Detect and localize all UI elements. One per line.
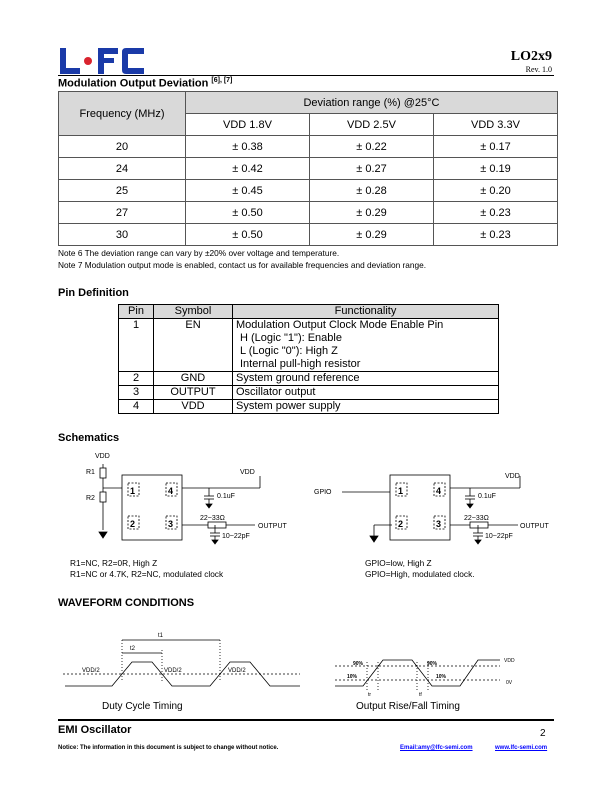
label: VDD: [240, 469, 255, 476]
table-cell: ± 0.50: [186, 202, 310, 224]
label: 0V: [506, 680, 513, 686]
func-line: Internal pull-high resistor: [240, 358, 361, 370]
table-cell: ± 0.38: [186, 136, 310, 158]
label: OUTPUT: [520, 523, 549, 530]
pin-label: 3: [436, 519, 442, 529]
label: 10%: [347, 674, 358, 680]
table-row: [59, 202, 558, 224]
table-cell: 3: [119, 386, 154, 400]
label: 10~22pF: [485, 533, 513, 540]
table-cell: ± 0.29: [310, 224, 434, 246]
caption-line: GPIO=High, modulated clock.: [365, 569, 475, 579]
caption-line: R1=NC, R2=0R, High Z: [70, 558, 158, 568]
pin-label: 1: [130, 486, 136, 496]
label: 22~33Ω: [464, 515, 489, 522]
revision: Rev. 1.0: [525, 65, 552, 74]
label: 10~22pF: [222, 533, 250, 540]
label: 0.1uF: [217, 493, 235, 500]
table-cell: ± 0.22: [310, 136, 434, 158]
col-header-pin: Pin: [119, 305, 154, 319]
schematic-diagrams: [60, 450, 560, 590]
func-line: Modulation Output Clock Mode Enable Pin: [236, 319, 444, 331]
label: t1: [158, 633, 164, 639]
company-logo: [60, 46, 144, 76]
caption-line: R1=NC or 4.7K, R2=NC, modulated clock: [70, 569, 224, 579]
table-cell: GND: [154, 372, 233, 386]
table-cell: ± 0.23: [434, 202, 558, 224]
page-number: 2: [540, 728, 546, 739]
duty-cycle-labels: [82, 633, 246, 674]
label: OUTPUT: [258, 523, 287, 530]
label: R1: [86, 469, 95, 476]
note-7: Note 7 Modulation output mode is enabled, contact us for available frequencies and deviation range.: [58, 260, 427, 270]
email-link[interactable]: Email:amy@lfc-semi.com: [400, 745, 473, 751]
table-row: [119, 386, 499, 400]
footer-title: EMI Oscillator: [58, 724, 132, 736]
label: R2: [86, 495, 95, 502]
label: tr: [368, 692, 372, 698]
table-cell: ± 0.42: [186, 158, 310, 180]
pin-label: 4: [436, 486, 442, 496]
modulation-table: [58, 91, 558, 246]
sub-header: VDD 3.3V: [434, 114, 558, 136]
table-cell: ± 0.19: [434, 158, 558, 180]
label: VDD/2: [228, 668, 246, 674]
footer-notice: Notice: The information in this document is subject to change without notice.: [58, 745, 279, 751]
table-cell: 25: [59, 180, 186, 202]
table-cell: EN: [154, 319, 233, 372]
caption-line: GPIO=low, High Z: [365, 558, 432, 568]
schematic-left: [99, 464, 260, 544]
table-cell: 20: [59, 136, 186, 158]
label: VDD: [505, 473, 520, 480]
pin-label: 2: [398, 519, 404, 529]
section-title-pins: Pin Definition: [58, 287, 129, 299]
label: GPIO: [314, 489, 332, 496]
section-title-schematics: Schematics: [58, 432, 120, 444]
table-cell: ± 0.29: [310, 202, 434, 224]
pin-label: 1: [398, 486, 404, 496]
pin-label: 3: [168, 519, 174, 529]
table-cell: ± 0.28: [310, 180, 434, 202]
label: VDD: [95, 453, 110, 460]
duty-cycle-waveform: [63, 640, 300, 686]
table-cell: System power supply: [233, 400, 499, 414]
label: tf: [419, 692, 422, 698]
table-cell: [233, 319, 499, 372]
footer-divider: [58, 719, 554, 721]
caption-duty-cycle: Duty Cycle Timing: [102, 701, 183, 712]
table-cell: 27: [59, 202, 186, 224]
label: 0.1uF: [478, 493, 496, 500]
table-cell: ± 0.45: [186, 180, 310, 202]
table-cell: 2: [119, 372, 154, 386]
header-divider: [58, 75, 554, 76]
table-cell: OUTPUT: [154, 386, 233, 400]
label: 22~33Ω: [200, 515, 225, 522]
table-cell: VDD: [154, 400, 233, 414]
pin-table: [118, 304, 499, 414]
label: VDD: [504, 658, 515, 664]
part-number: LO2x9: [510, 49, 552, 64]
section-title-modulation: Modulation Output Deviation [6], [7]: [58, 77, 233, 90]
table-row: [59, 224, 558, 246]
pin-label: 4: [168, 486, 174, 496]
pin-label: 2: [130, 519, 136, 529]
table-row: [119, 372, 499, 386]
table-row: [59, 158, 558, 180]
sub-header: VDD 1.8V: [186, 114, 310, 136]
table-row: [59, 136, 558, 158]
table-row: [59, 180, 558, 202]
website-link[interactable]: www.lfc-semi.com: [495, 745, 548, 751]
label: 90%: [353, 661, 364, 667]
table-cell: 4: [119, 400, 154, 414]
table-cell: ± 0.27: [310, 158, 434, 180]
waveform-diagrams: [60, 620, 560, 700]
sub-header: VDD 2.5V: [310, 114, 434, 136]
col-header-frequency: Frequency (MHz): [59, 92, 186, 136]
table-cell: 30: [59, 224, 186, 246]
func-line: H (Logic "1"): Enable: [240, 332, 342, 344]
note-6: Note 6 The deviation range can vary by ±20% over voltage and temperature.: [58, 248, 340, 258]
table-cell: ± 0.17: [434, 136, 558, 158]
table-cell: System ground reference: [233, 372, 499, 386]
table-row: [119, 319, 499, 372]
table-cell: ± 0.23: [434, 224, 558, 246]
label: 10%: [436, 674, 447, 680]
col-header-functionality: Functionality: [233, 305, 499, 319]
table-cell: ± 0.20: [434, 180, 558, 202]
col-header-symbol: Symbol: [154, 305, 233, 319]
table-cell: 1: [119, 319, 154, 372]
table-cell: Oscillator output: [233, 386, 499, 400]
rise-fall-labels: [347, 658, 515, 698]
table-row: [119, 400, 499, 414]
label: t2: [130, 646, 136, 652]
label: VDD/2: [82, 668, 100, 674]
func-line: L (Logic "0"): High Z: [240, 345, 338, 357]
section-title-waveform: WAVEFORM CONDITIONS: [58, 597, 195, 609]
label: 90%: [427, 661, 438, 667]
col-header-deviation: Deviation range (%) @25°C: [186, 92, 558, 114]
table-cell: ± 0.50: [186, 224, 310, 246]
label: VDD/2: [164, 668, 182, 674]
caption-rise-fall: Output Rise/Fall Timing: [356, 701, 460, 712]
table-cell: 24: [59, 158, 186, 180]
